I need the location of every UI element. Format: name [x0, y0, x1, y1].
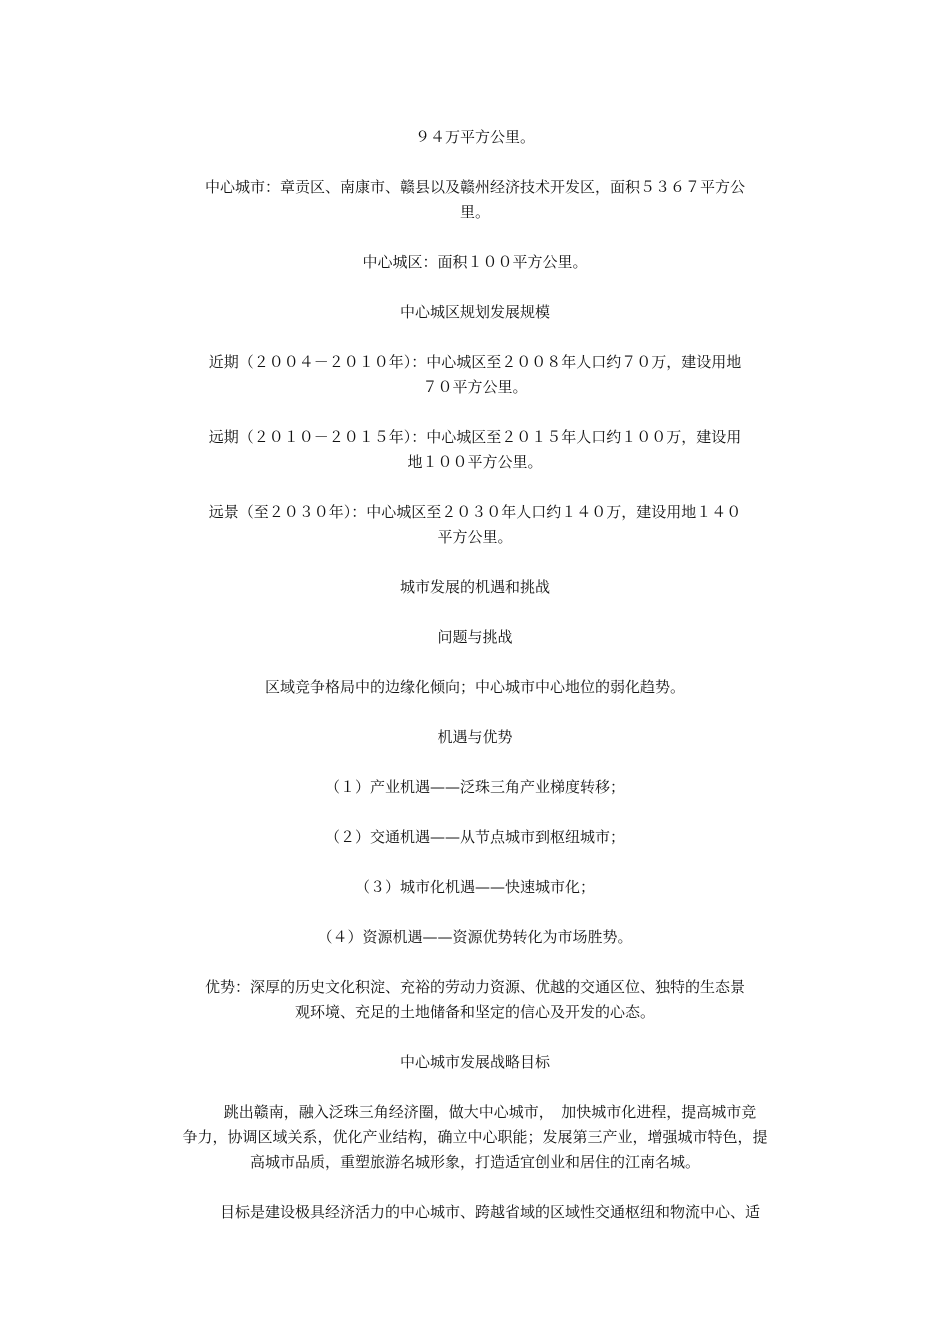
text-line: 目标是建设极具经济活力的中心城市、跨越省域的区域性交通枢纽和物流中心、适: [219, 1203, 760, 1221]
text-line: 里。: [459, 203, 490, 221]
heading-strategic-goals: [150, 1050, 800, 1075]
text-line: ７０平方公里。: [422, 378, 528, 396]
paragraph-long-term: [150, 425, 800, 475]
paragraph-area-central-city-tail: [150, 125, 800, 150]
list-item-urbanization: [150, 875, 800, 900]
text-line: （３）城市化机遇——快速城市化；: [354, 878, 595, 896]
text-line: 平方公里。: [437, 528, 513, 546]
text-line: 地１００平方公里。: [407, 453, 543, 471]
list-item-resources: [150, 925, 800, 950]
text-line: 高城市品质，重塑旅游名城形象，打造适宜创业和居住的江南名城。: [249, 1153, 700, 1171]
paragraph-central-city: [150, 175, 800, 225]
paragraph-advantages: [150, 975, 800, 1025]
text-line: 机遇与优势: [437, 728, 513, 746]
list-item-industry: [150, 775, 800, 800]
text-line: 跳出赣南，融入泛珠三角经济圈，做大中心城市， 加快城市化进程，提高城市竞: [223, 1103, 757, 1121]
text-line: （２）交通机遇——从节点城市到枢纽城市；: [324, 828, 625, 846]
paragraph-near-term: [150, 350, 800, 400]
text-line: （１）产业机遇——泛珠三角产业梯度转移；: [324, 778, 625, 796]
paragraph-goal: [130, 1200, 820, 1225]
heading-problems: [150, 625, 800, 650]
paragraph-strategy: [130, 1100, 820, 1175]
text-line: 观环境、充足的土地储备和坚定的信心及开发的心态。: [294, 1003, 655, 1021]
heading-opportunities-challenges: [150, 575, 800, 600]
text-line: 城市发展的机遇和挑战: [399, 578, 550, 596]
text-line: 争力，协调区域关系，优化产业结构，确立中心职能；发展第三产业，增强城市特色，提: [182, 1128, 768, 1146]
text-line: 中心城市：章贡区、南康市、赣县以及赣州经济技术开发区，面积５３６７平方公: [204, 178, 745, 196]
text-line: 近期（２００４－２０１０年）：中心城区至２００８年人口约７０万，建设用地: [208, 353, 742, 371]
heading-opportunities: [150, 725, 800, 750]
text-line: 优势：深厚的历史文化积淀、充裕的劳动力资源、优越的交通区位、独特的生态景: [204, 978, 745, 996]
paragraph-central-district: [150, 250, 800, 275]
paragraph-problems: [150, 675, 800, 700]
text-line: 远景（至２０３０年）：中心城区至２０３０年人口约１４０万，建设用地１４０: [208, 503, 742, 521]
list-item-transport: [150, 825, 800, 850]
heading-development-scale: [150, 300, 800, 325]
text-line: 中心城区规划发展规模: [399, 303, 550, 321]
text-line: 问题与挑战: [437, 628, 513, 646]
text-line: ９４万平方公里。: [414, 128, 535, 146]
text-line: 远期（２０１０－２０１５年）：中心城区至２０１５年人口约１００万，建设用: [208, 428, 742, 446]
text-line: 中心城区：面积１００平方公里。: [362, 253, 588, 271]
text-line: （４）资源机遇——资源优势转化为市场胜势。: [317, 928, 633, 946]
text-line: 中心城市发展战略目标: [399, 1053, 550, 1071]
paragraph-vision: [150, 500, 800, 550]
text-line: 区域竞争格局中的边缘化倾向；中心城市中心地位的弱化趋势。: [264, 678, 685, 696]
